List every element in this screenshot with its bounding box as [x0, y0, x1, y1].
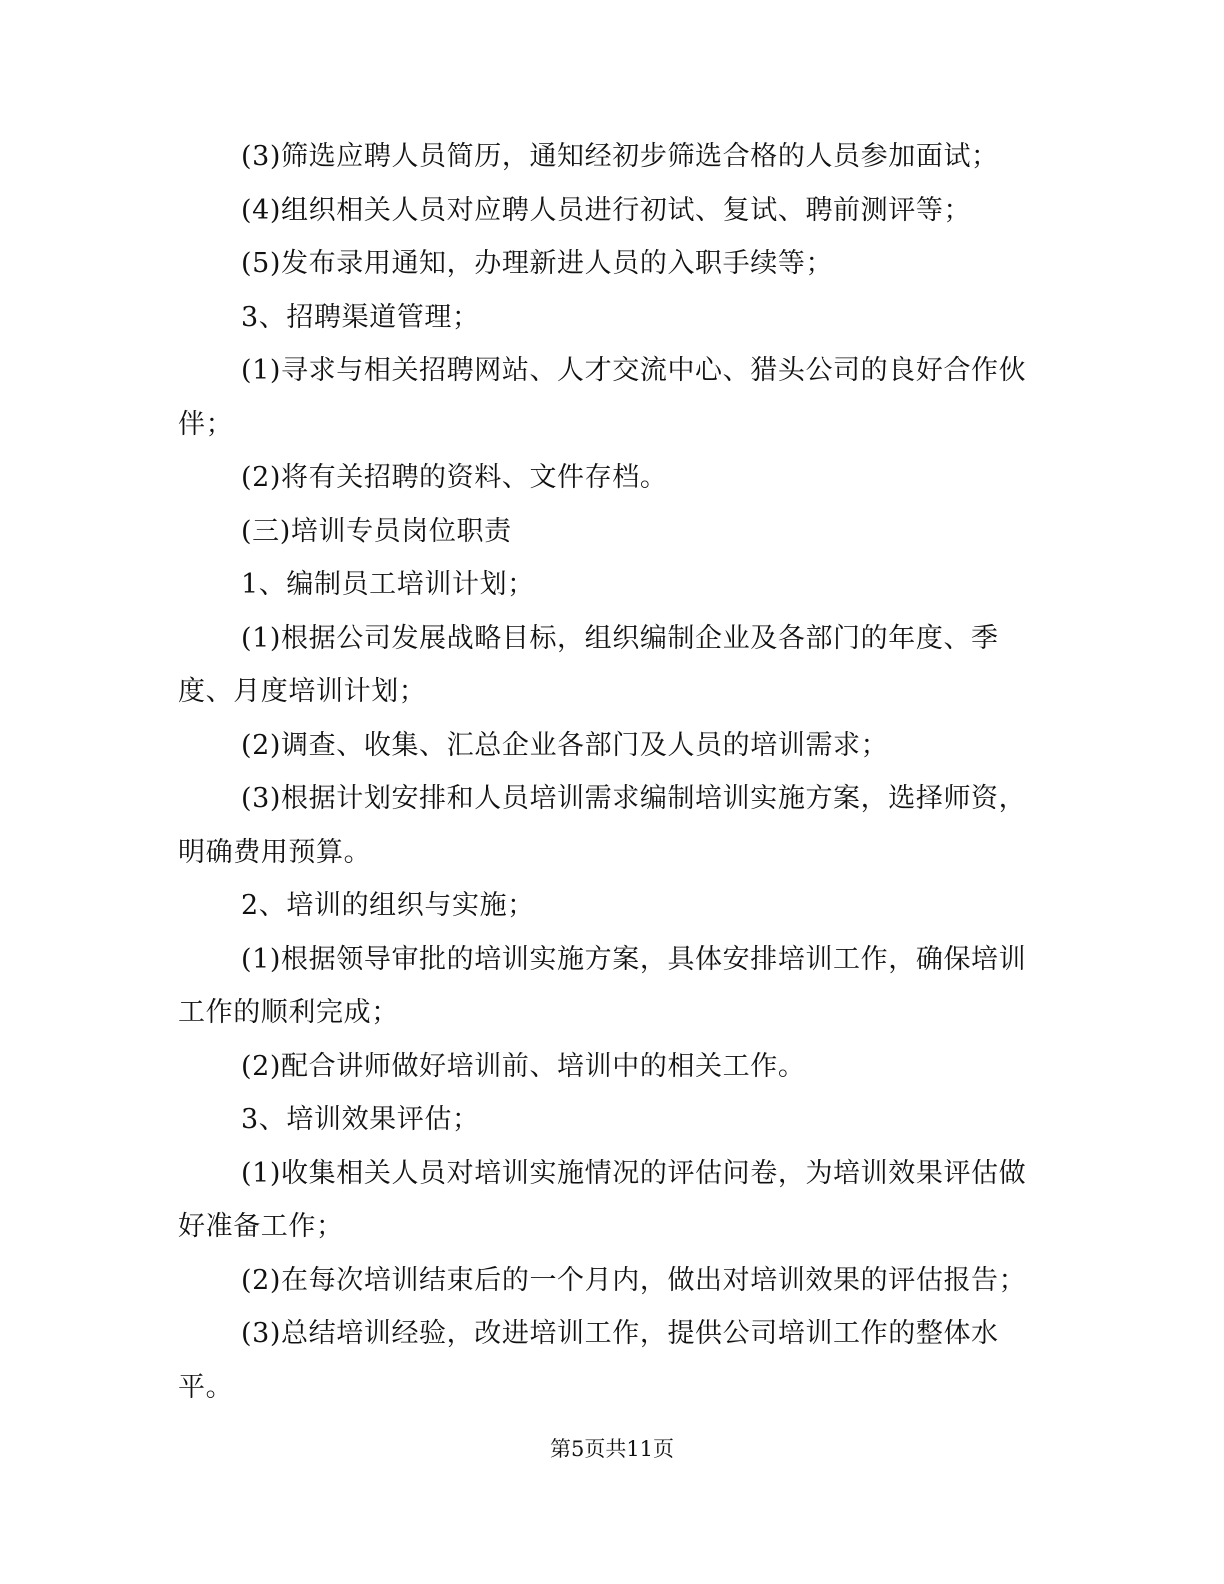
paragraph: (2)在每次培训结束后的一个月内，做出对培训效果的评估报告； — [241, 1264, 1027, 1296]
section-heading: 1、编制员工培训计划； — [241, 569, 535, 600]
paragraph: (1)根据领导审批的培训实施方案，具体安排培训工作，确保培训工作的顺利完成； — [178, 943, 1027, 1028]
paragraph: (1)根据公司发展战略目标，组织编制企业及各部门的年度、季度、月度培训计划； — [178, 622, 999, 707]
paragraph: (4)组织相关人员对应聘人员进行初试、复试、聘前测评等； — [241, 194, 972, 226]
paragraph: (2)调查、收集、汇总企业各部门及人员的培训需求； — [241, 729, 889, 761]
paragraph: (3)总结培训经验，改进培训工作，提供公司培训工作的整体水平。 — [178, 1318, 999, 1403]
section-heading: 3、招聘渠道管理； — [241, 301, 480, 333]
document-body — [178, 130, 1038, 1414]
paragraph: (1)寻求与相关招聘网站、人才交流中心、猎头公司的良好合作伙伴； — [178, 355, 1027, 440]
paragraph: (3)筛选应聘人员简历，通知经初步筛选合格的人员参加面试； — [241, 141, 999, 172]
paragraph: (3)根据计划安排和人员培训需求编制培训实施方案，选择师资，明确费用预算。 — [178, 783, 1027, 868]
section-heading: (三)培训专员岗位职责 — [241, 515, 512, 547]
paragraph: (2)配合讲师做好培训前、培训中的相关工作。 — [241, 1050, 806, 1082]
page-number-footer: 第5页共11页 — [549, 1437, 675, 1461]
paragraph: (5)发布录用通知，办理新进人员的入职手续等； — [241, 248, 834, 279]
paragraph: (1)收集相关人员对培训实施情况的评估问卷，为培训效果评估做好准备工作； — [178, 1157, 1027, 1242]
section-heading: 3、培训效果评估； — [241, 1104, 480, 1135]
section-heading: 2、培训的组织与实施； — [241, 890, 535, 921]
paragraph: (2)将有关招聘的资料、文件存档。 — [241, 462, 668, 493]
